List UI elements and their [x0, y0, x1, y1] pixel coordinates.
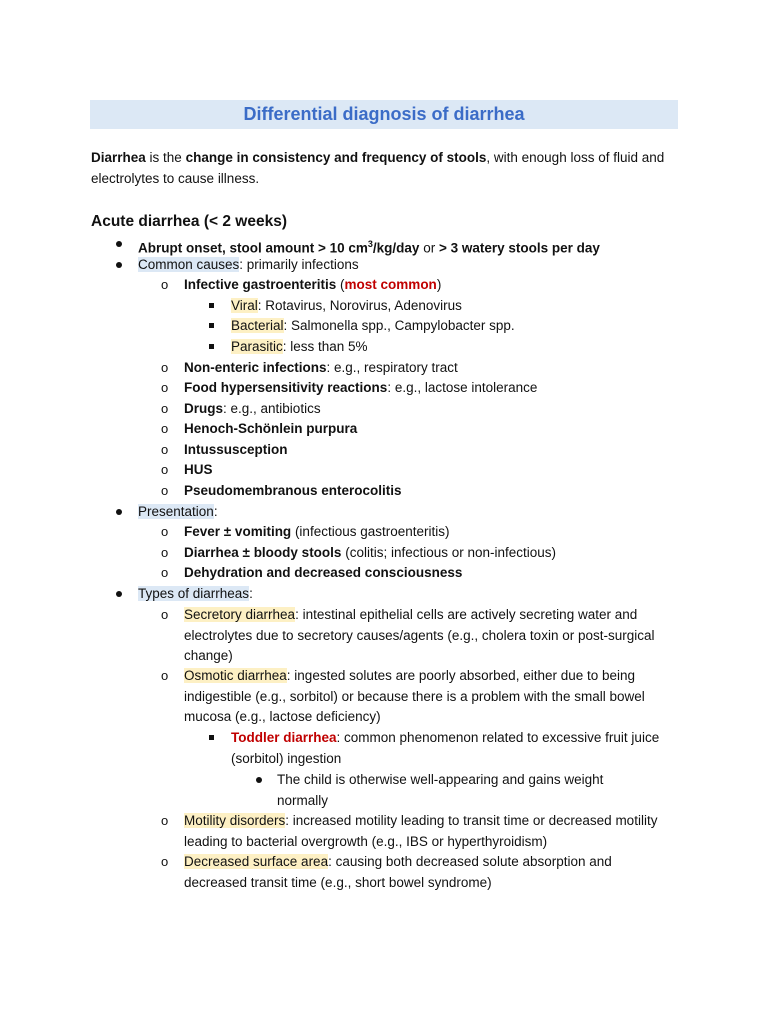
- toddler-item: [231, 728, 661, 769]
- bullet-circle: o: [161, 421, 169, 436]
- viral-text: : Rotavirus, Norovirus, Adenovirus: [257, 298, 462, 313]
- food-line: [184, 378, 537, 399]
- fever-bold: Fever ± vomiting: [184, 524, 292, 539]
- bullet-square: [209, 735, 214, 740]
- bullet-square: [209, 303, 214, 308]
- bloody-text: (colitis; infectious or non-infectious): [341, 545, 557, 560]
- drugs-text: : e.g., antibiotics: [223, 401, 321, 416]
- types-label: Types of diarrheas: [138, 586, 250, 601]
- parasitic-line: [231, 337, 368, 358]
- drugs-line: [184, 399, 321, 420]
- toddler-text: : common phenomenon related to excessive fruit juice (sorbitol) ingestion: [231, 730, 660, 766]
- bullet-square: [209, 323, 214, 328]
- nonenteric-line: [184, 358, 458, 379]
- infective-line: [184, 275, 441, 296]
- nonenteric-label: Non-enteric infections: [184, 360, 327, 375]
- bullet-dot: [116, 591, 122, 597]
- viral-line: [231, 296, 462, 317]
- causes-label: Common causes: [138, 257, 240, 272]
- motility-item: [184, 811, 664, 852]
- bullet-circle: o: [161, 277, 169, 292]
- bullet-circle: o: [161, 607, 169, 622]
- food-text: : e.g., lactose intolerance: [387, 380, 538, 395]
- bullet-circle: o: [161, 668, 169, 683]
- intro-rest: , with enough loss of fluid and electrolytes to cause illness.: [91, 150, 665, 186]
- bullet-circle: o: [161, 380, 169, 395]
- intro-is-the: is the: [145, 150, 186, 165]
- intro-paragraph: [91, 147, 681, 189]
- secretory-item: [184, 605, 684, 667]
- bullet-circle: o: [161, 360, 169, 375]
- onset-part1: Abrupt onset, stool amount > 10 cm: [138, 240, 368, 256]
- document-title: Differential diagnosis of diarrhea: [243, 104, 525, 124]
- title-banner: [90, 100, 678, 129]
- parasitic-text: : less than 5%: [282, 339, 368, 354]
- bullet-dot: [116, 509, 122, 515]
- osmotic-label: Osmotic diarrhea: [184, 668, 287, 683]
- onset-or: or: [419, 240, 439, 256]
- types-colon: :: [249, 586, 253, 601]
- intro-term: Diarrhea: [91, 150, 146, 165]
- bullet-circle: o: [161, 462, 169, 477]
- toddler-note: The child is otherwise well-appearing and gains weight normally: [277, 772, 604, 808]
- onset-part3: > 3 watery stools per day: [438, 240, 600, 256]
- causes-line: [138, 255, 359, 276]
- pseudomembranous-line: Pseudomembranous enterocolitis: [184, 483, 402, 498]
- bullet-dot: [256, 777, 262, 783]
- motility-label: Motility disorders: [184, 813, 286, 828]
- osmotic-item: [184, 666, 684, 728]
- secretory-label: Secretory diarrhea: [184, 607, 296, 622]
- causes-text: : primarily infections: [239, 257, 359, 272]
- parasitic-label: Parasitic: [231, 339, 283, 354]
- dehydration-line: Dehydration and decreased consciousness: [184, 565, 463, 580]
- bullet-circle: o: [161, 483, 169, 498]
- most-common-badge: most common: [344, 277, 437, 292]
- secretory-text: : intestinal epithelial cells are actively secreting water and electrolytes due to secretory causes/agents (e.g., cholera toxin or post-surgical change): [184, 607, 655, 663]
- types-line: [138, 584, 253, 605]
- onset-sup: 3: [367, 239, 373, 249]
- hsp-line: Henoch-Schönlein purpura: [184, 421, 358, 436]
- bloody-bold: Diarrhea ± bloody stools: [184, 545, 342, 560]
- bullet-circle: o: [161, 401, 169, 416]
- osmotic-text: : ingested solutes are poorly absorbed, either due to being indigestible (e.g., sorbitol) or because there is a problem with the small bowel mucosa (e.g., lactose deficiency): [184, 668, 645, 724]
- bloody-line: [184, 543, 556, 564]
- bullet-circle: o: [161, 442, 169, 457]
- fever-text: (infectious gastroenteritis): [291, 524, 450, 539]
- infective-paren-open: (: [336, 277, 345, 292]
- presentation-label: Presentation: [138, 504, 214, 519]
- motility-text: : increased motility leading to transit time or decreased motility leading to bacterial overgrowth (e.g., IBS or hyperthyroidism): [184, 813, 658, 849]
- infective-paren-close: ): [436, 277, 442, 292]
- nonenteric-text: : e.g., respiratory tract: [326, 360, 458, 375]
- infective-label: Infective gastroenteritis: [184, 277, 337, 292]
- surface-label: Decreased surface area: [184, 854, 329, 869]
- intussusception-line: Intussusception: [184, 442, 288, 457]
- intro-definition: change in consistency and frequency of stools: [185, 150, 487, 165]
- fever-line: [184, 522, 450, 543]
- viral-label: Viral: [231, 298, 258, 313]
- food-label: Food hypersensitivity reactions: [184, 380, 388, 395]
- presentation-colon: :: [213, 504, 218, 519]
- toddler-label: Toddler diarrhea: [231, 730, 337, 745]
- bullet-dot: [116, 262, 122, 268]
- bullet-circle: o: [161, 545, 169, 560]
- bacterial-label: Bacterial: [231, 318, 284, 333]
- bacterial-line: [231, 316, 515, 337]
- drugs-label: Drugs: [184, 401, 224, 416]
- onset-part2: /kg/day: [372, 240, 420, 256]
- bullet-circle: o: [161, 813, 169, 828]
- bullet-dot: [116, 241, 122, 247]
- hus-line: HUS: [184, 462, 213, 477]
- bullet-square: [209, 344, 214, 349]
- bullet-circle: o: [161, 854, 169, 869]
- surface-item: [184, 852, 654, 893]
- acute-heading: Acute diarrhea (< 2 weeks): [91, 213, 287, 230]
- presentation-line: [138, 502, 218, 523]
- bacterial-text: : Salmonella spp., Campylobacter spp.: [283, 318, 515, 333]
- bullet-circle: o: [161, 524, 169, 539]
- bullet-circle: o: [161, 565, 169, 580]
- surface-text: : causing both decreased solute absorption and decreased transit time (e.g., short bowel syndrome): [184, 854, 612, 890]
